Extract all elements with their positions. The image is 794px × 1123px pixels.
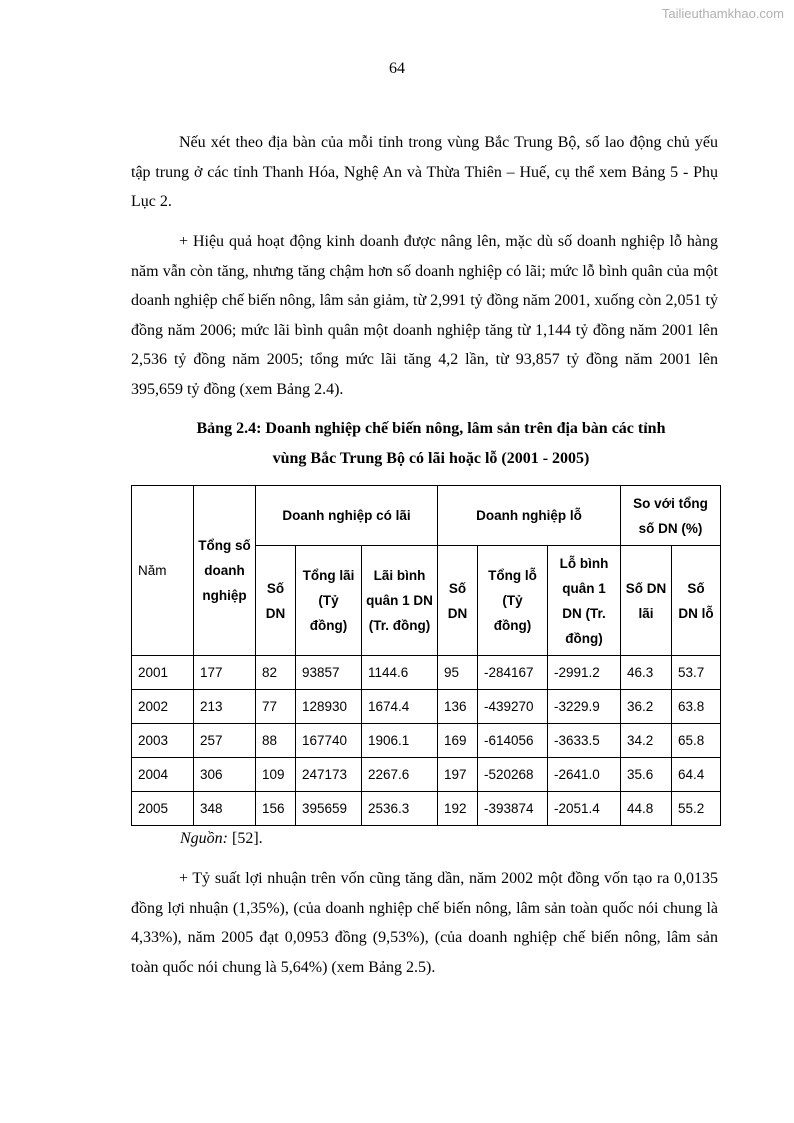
cell-pct-loss: 53.7 [672,656,721,690]
cell-pct-profit: 46.3 [621,656,672,690]
cell-profit-total: 128930 [296,690,362,724]
cell-profit-avg: 2267.6 [362,758,438,792]
table-caption-line-1: Bảng 2.4: Doanh nghiệp chế biến nông, lâm sản trên địa bàn các tỉnh [196,420,666,437]
header-total: Tổng số doanh nghiệp [194,486,256,656]
cell-loss-avg: -2991.2 [548,656,621,690]
cell-profit-count: 109 [256,758,296,792]
table-row [132,656,721,690]
cell-pct-profit: 36.2 [621,690,672,724]
table-row [132,690,721,724]
cell-profit-count: 82 [256,656,296,690]
cell-loss-count: 169 [438,724,478,758]
header-pct-loss: Số DN lỗ [672,546,721,656]
cell-profit-avg: 1674.4 [362,690,438,724]
table-row [132,724,721,758]
header-year: Năm [132,486,194,656]
cell-loss-total: -520268 [478,758,548,792]
header-profit-group: Doanh nghiệp có lãi [256,486,438,546]
cell-profit-count: 88 [256,724,296,758]
cell-loss-total: -284167 [478,656,548,690]
cell-profit-total: 247173 [296,758,362,792]
cell-total: 177 [194,656,256,690]
cell-loss-count: 197 [438,758,478,792]
header-profit-total: Tổng lãi (Tỷ đồng) [296,546,362,656]
cell-total: 306 [194,758,256,792]
cell-pct-profit: 34.2 [621,724,672,758]
cell-loss-count: 136 [438,690,478,724]
cell-profit-avg: 2536.3 [362,792,438,826]
paragraph-3: + Tỷ suất lợi nhuận trên vốn cũng tăng dần, năm 2002 một đồng vốn tạo ra 0,0135 đồng lợi nhuận (1,35%), (của doanh nghiệp chế biến nông, lâm sản toàn quốc nói chung là 4,33%), năm 2005 đạt 0,0953 đồng (9,53%), (của doanh nghiệp chế biến nông, lâm sản toàn quốc nói chung là 5,64%) (xem Bảng 2.5). [131,870,718,976]
cell-total: 213 [194,690,256,724]
cell-year: 2001 [132,656,194,690]
header-compare-group: So với tổng số DN (%) [621,486,721,546]
cell-year: 2003 [132,724,194,758]
header-profit-avg: Lãi bình quân 1 DN (Tr. đồng) [362,546,438,656]
cell-profit-total: 395659 [296,792,362,826]
cell-profit-avg: 1906.1 [362,724,438,758]
cell-profit-total: 93857 [296,656,362,690]
cell-pct-loss: 64.4 [672,758,721,792]
paragraph-1: Nếu xét theo địa bàn của mỗi tỉnh trong vùng Bắc Trung Bộ, số lao động chủ yếu tập trung ở các tỉnh Thanh Hóa, Nghệ An và Thừa Thiên – Huế, cụ thể xem Bảng 5 - Phụ Lục 2. [131,134,718,210]
cell-pct-profit: 35.6 [621,758,672,792]
header-loss-count: Số DN [438,546,478,656]
cell-profit-avg: 1144.6 [362,656,438,690]
source-note [180,830,263,848]
cell-pct-loss: 65.8 [672,724,721,758]
cell-loss-count: 192 [438,792,478,826]
watermark: Tailieuthamkhao.com [661,6,784,21]
cell-loss-avg: -3633.5 [548,724,621,758]
source-reference: [52]. [228,830,263,847]
cell-profit-count: 156 [256,792,296,826]
header-loss-total: Tổng lỗ (Tỷ đồng) [478,546,548,656]
cell-pct-loss: 55.2 [672,792,721,826]
header-loss-avg: Lỗ bình quân 1 DN (Tr. đồng) [548,546,621,656]
paragraph-2: + Hiệu quả hoạt động kinh doanh được nâng lên, mặc dù số doanh nghiệp lỗ hàng năm vẫn còn tăng, nhưng tăng chậm hơn số doanh nghiệp có lãi; mức lỗ bình quân của một doanh nghiệp chế biến nông, lâm sản giảm, từ 2,991 tỷ đồng năm 2001, xuống còn 2,051 tỷ đồng năm 2006; mức lãi bình quân một doanh nghiệp tăng từ 1,144 tỷ đồng năm 2001 lên 2,536 tỷ đồng năm 2005; tổng mức lãi tăng 4,2 lần, từ 93,857 tỷ đồng năm 2001 lên 395,659 tỷ đồng (xem Bảng 2.4). [131,233,718,398]
header-profit-count: Số DN [256,546,296,656]
cell-loss-total: -439270 [478,690,548,724]
cell-year: 2005 [132,792,194,826]
source-label: Nguồn: [180,830,228,847]
data-table [131,485,721,826]
cell-year: 2002 [132,690,194,724]
table-caption-line-2: vùng Bắc Trung Bộ có lãi hoặc lỗ (2001 - 2005) [272,450,590,467]
page-number: 64 [389,60,405,77]
cell-year: 2004 [132,758,194,792]
cell-profit-total: 167740 [296,724,362,758]
table-row [132,792,721,826]
cell-pct-profit: 44.8 [621,792,672,826]
cell-total: 257 [194,724,256,758]
cell-loss-avg: -3229.9 [548,690,621,724]
table-row [132,758,721,792]
cell-loss-avg: -2641.0 [548,758,621,792]
header-pct-profit: Số DN lãi [621,546,672,656]
cell-loss-total: -393874 [478,792,548,826]
cell-loss-total: -614056 [478,724,548,758]
cell-pct-loss: 63.8 [672,690,721,724]
cell-loss-avg: -2051.4 [548,792,621,826]
cell-total: 348 [194,792,256,826]
cell-profit-count: 77 [256,690,296,724]
cell-loss-count: 95 [438,656,478,690]
header-loss-group: Doanh nghiệp lỗ [438,486,621,546]
